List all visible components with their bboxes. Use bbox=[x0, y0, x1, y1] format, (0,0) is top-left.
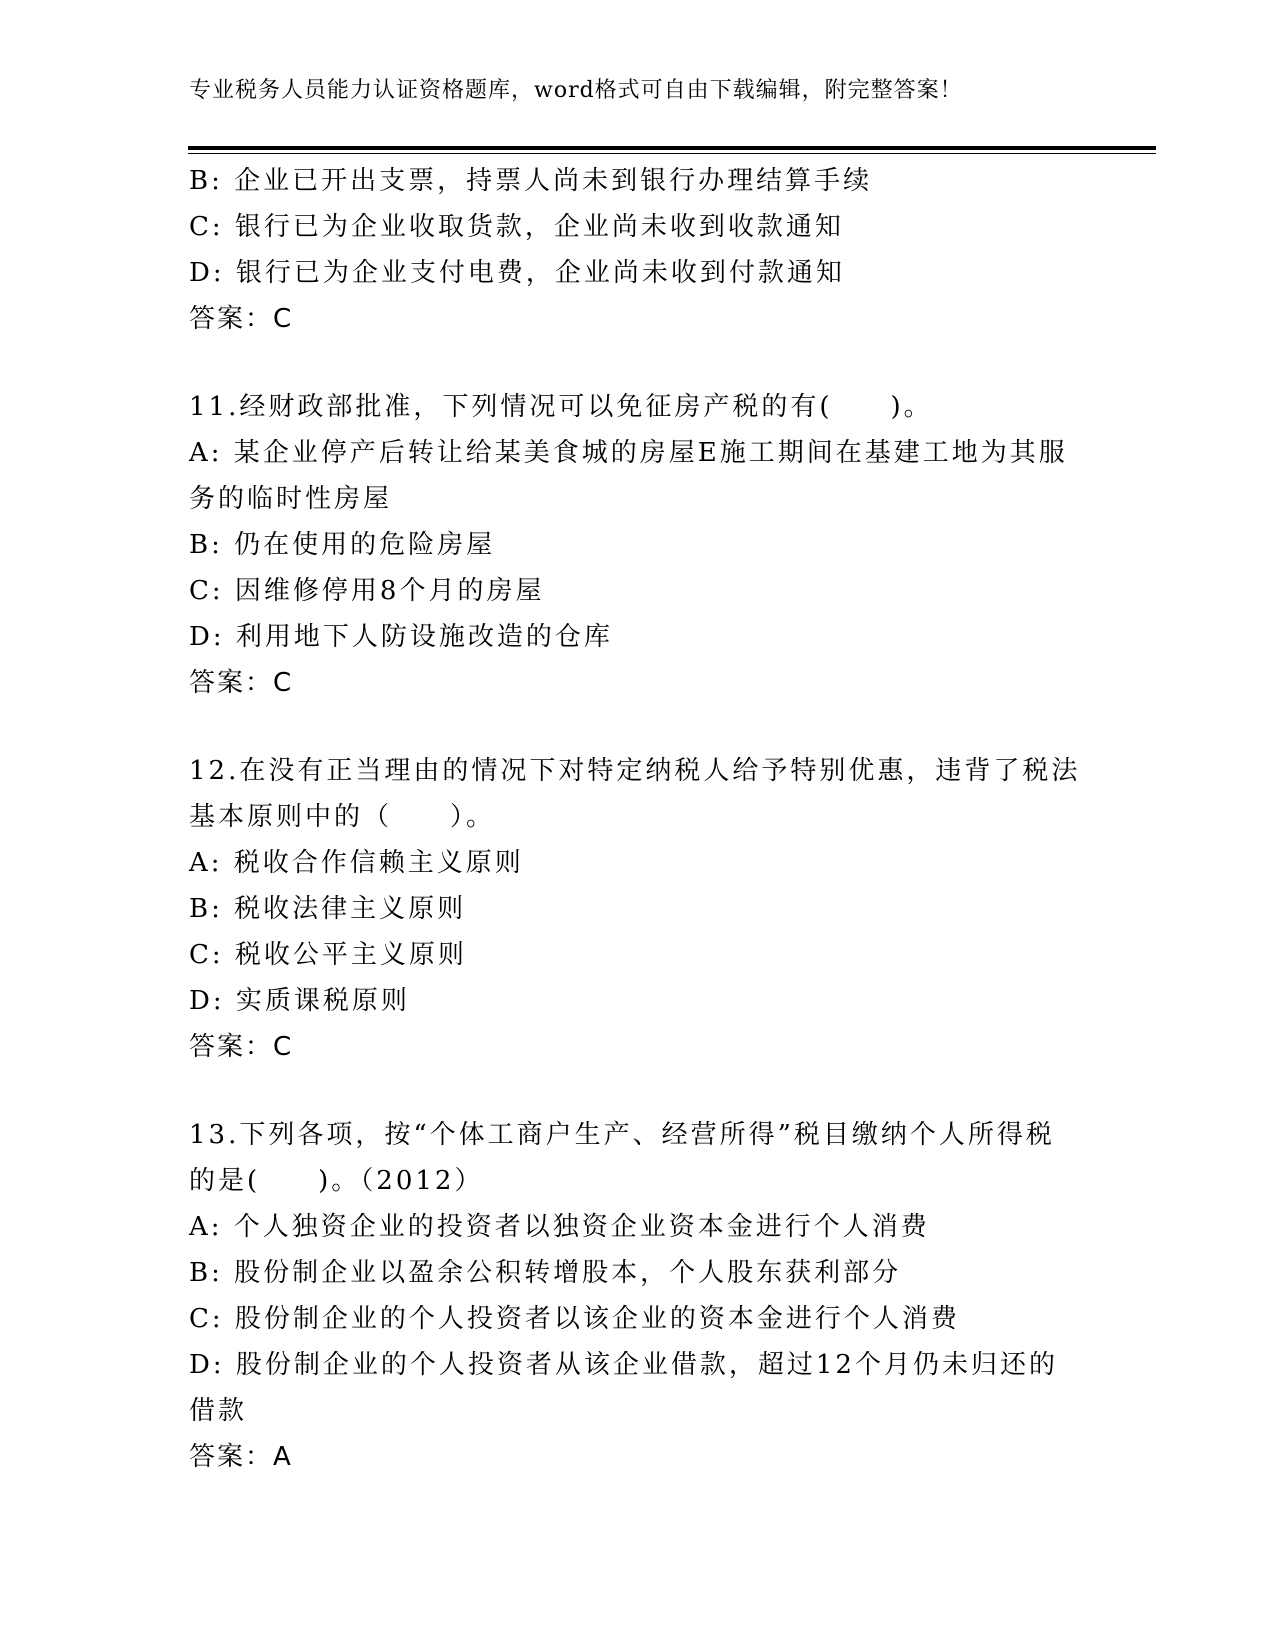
option-c: C: 股份制企业的个人投资者以该企业的资本金进行个人消费 bbox=[189, 1304, 960, 1334]
option-a: A: 税收合作信赖主义原则 bbox=[189, 848, 524, 878]
question-12 bbox=[189, 748, 1089, 1070]
answer-line: 答案：C bbox=[189, 1032, 294, 1062]
header-rule-thin bbox=[188, 153, 1156, 154]
header-rule-thick bbox=[188, 146, 1156, 150]
option-c: C: 税收公平主义原则 bbox=[189, 940, 467, 970]
question-stem-continued: 基本原则中的（ ）。 bbox=[189, 802, 496, 832]
question-stem: 11.经财政部批准，下列情况可以免征房产税的有( )。 bbox=[189, 392, 933, 422]
option-d: D: 利用地下人防设施改造的仓库 bbox=[189, 622, 613, 652]
question-stem-continued: 的是( )。（2012） bbox=[189, 1166, 484, 1196]
answer-line: 答案：C bbox=[189, 304, 294, 334]
option-b: B: 仍在使用的危险房屋 bbox=[189, 530, 496, 560]
option-a: A: 个人独资企业的投资者以独资企业资本金进行个人消费 bbox=[189, 1212, 930, 1242]
option-b: B: 股份制企业以盈余公积转增股本，个人股东获利部分 bbox=[189, 1258, 902, 1288]
option-b: B: 税收法律主义原则 bbox=[189, 894, 467, 924]
option-d: D: 银行已为企业支付电费，企业尚未收到付款通知 bbox=[189, 258, 845, 288]
page-header: 专业税务人员能力认证资格题库，word格式可自由下载编辑，附完整答案！ bbox=[189, 78, 963, 103]
answer-line: 答案：C bbox=[189, 668, 294, 698]
option-d: D: 股份制企业的个人投资者从该企业借款，超过12个月仍未归还的 bbox=[189, 1350, 1058, 1380]
option-a: A: 某企业停产后转让给某美食城的房屋E施工期间在基建工地为其服 bbox=[189, 438, 1068, 468]
question-stem: 13.下列各项，按“个体工商户生产、经营所得”税目缴纳个人所得税 bbox=[189, 1120, 1055, 1150]
answer-line: 答案：A bbox=[189, 1442, 293, 1472]
option-d-continued: 借款 bbox=[189, 1396, 248, 1426]
option-b: B: 企业已开出支票，持票人尚未到银行办理结算手续 bbox=[189, 166, 873, 196]
option-a-continued: 务的临时性房屋 bbox=[189, 484, 393, 514]
question-stem: 12.在没有正当理由的情况下对特定纳税人给予特别优惠，违背了税法 bbox=[189, 756, 1081, 786]
question-content bbox=[189, 158, 1089, 1480]
option-c: C: 因维修停用8个月的房屋 bbox=[189, 576, 545, 606]
option-d: D: 实质课税原则 bbox=[189, 986, 410, 1016]
question-block-continued bbox=[189, 158, 1089, 342]
option-c: C: 银行已为企业收取货款，企业尚未收到收款通知 bbox=[189, 212, 844, 242]
question-11 bbox=[189, 384, 1089, 706]
question-13 bbox=[189, 1112, 1089, 1480]
